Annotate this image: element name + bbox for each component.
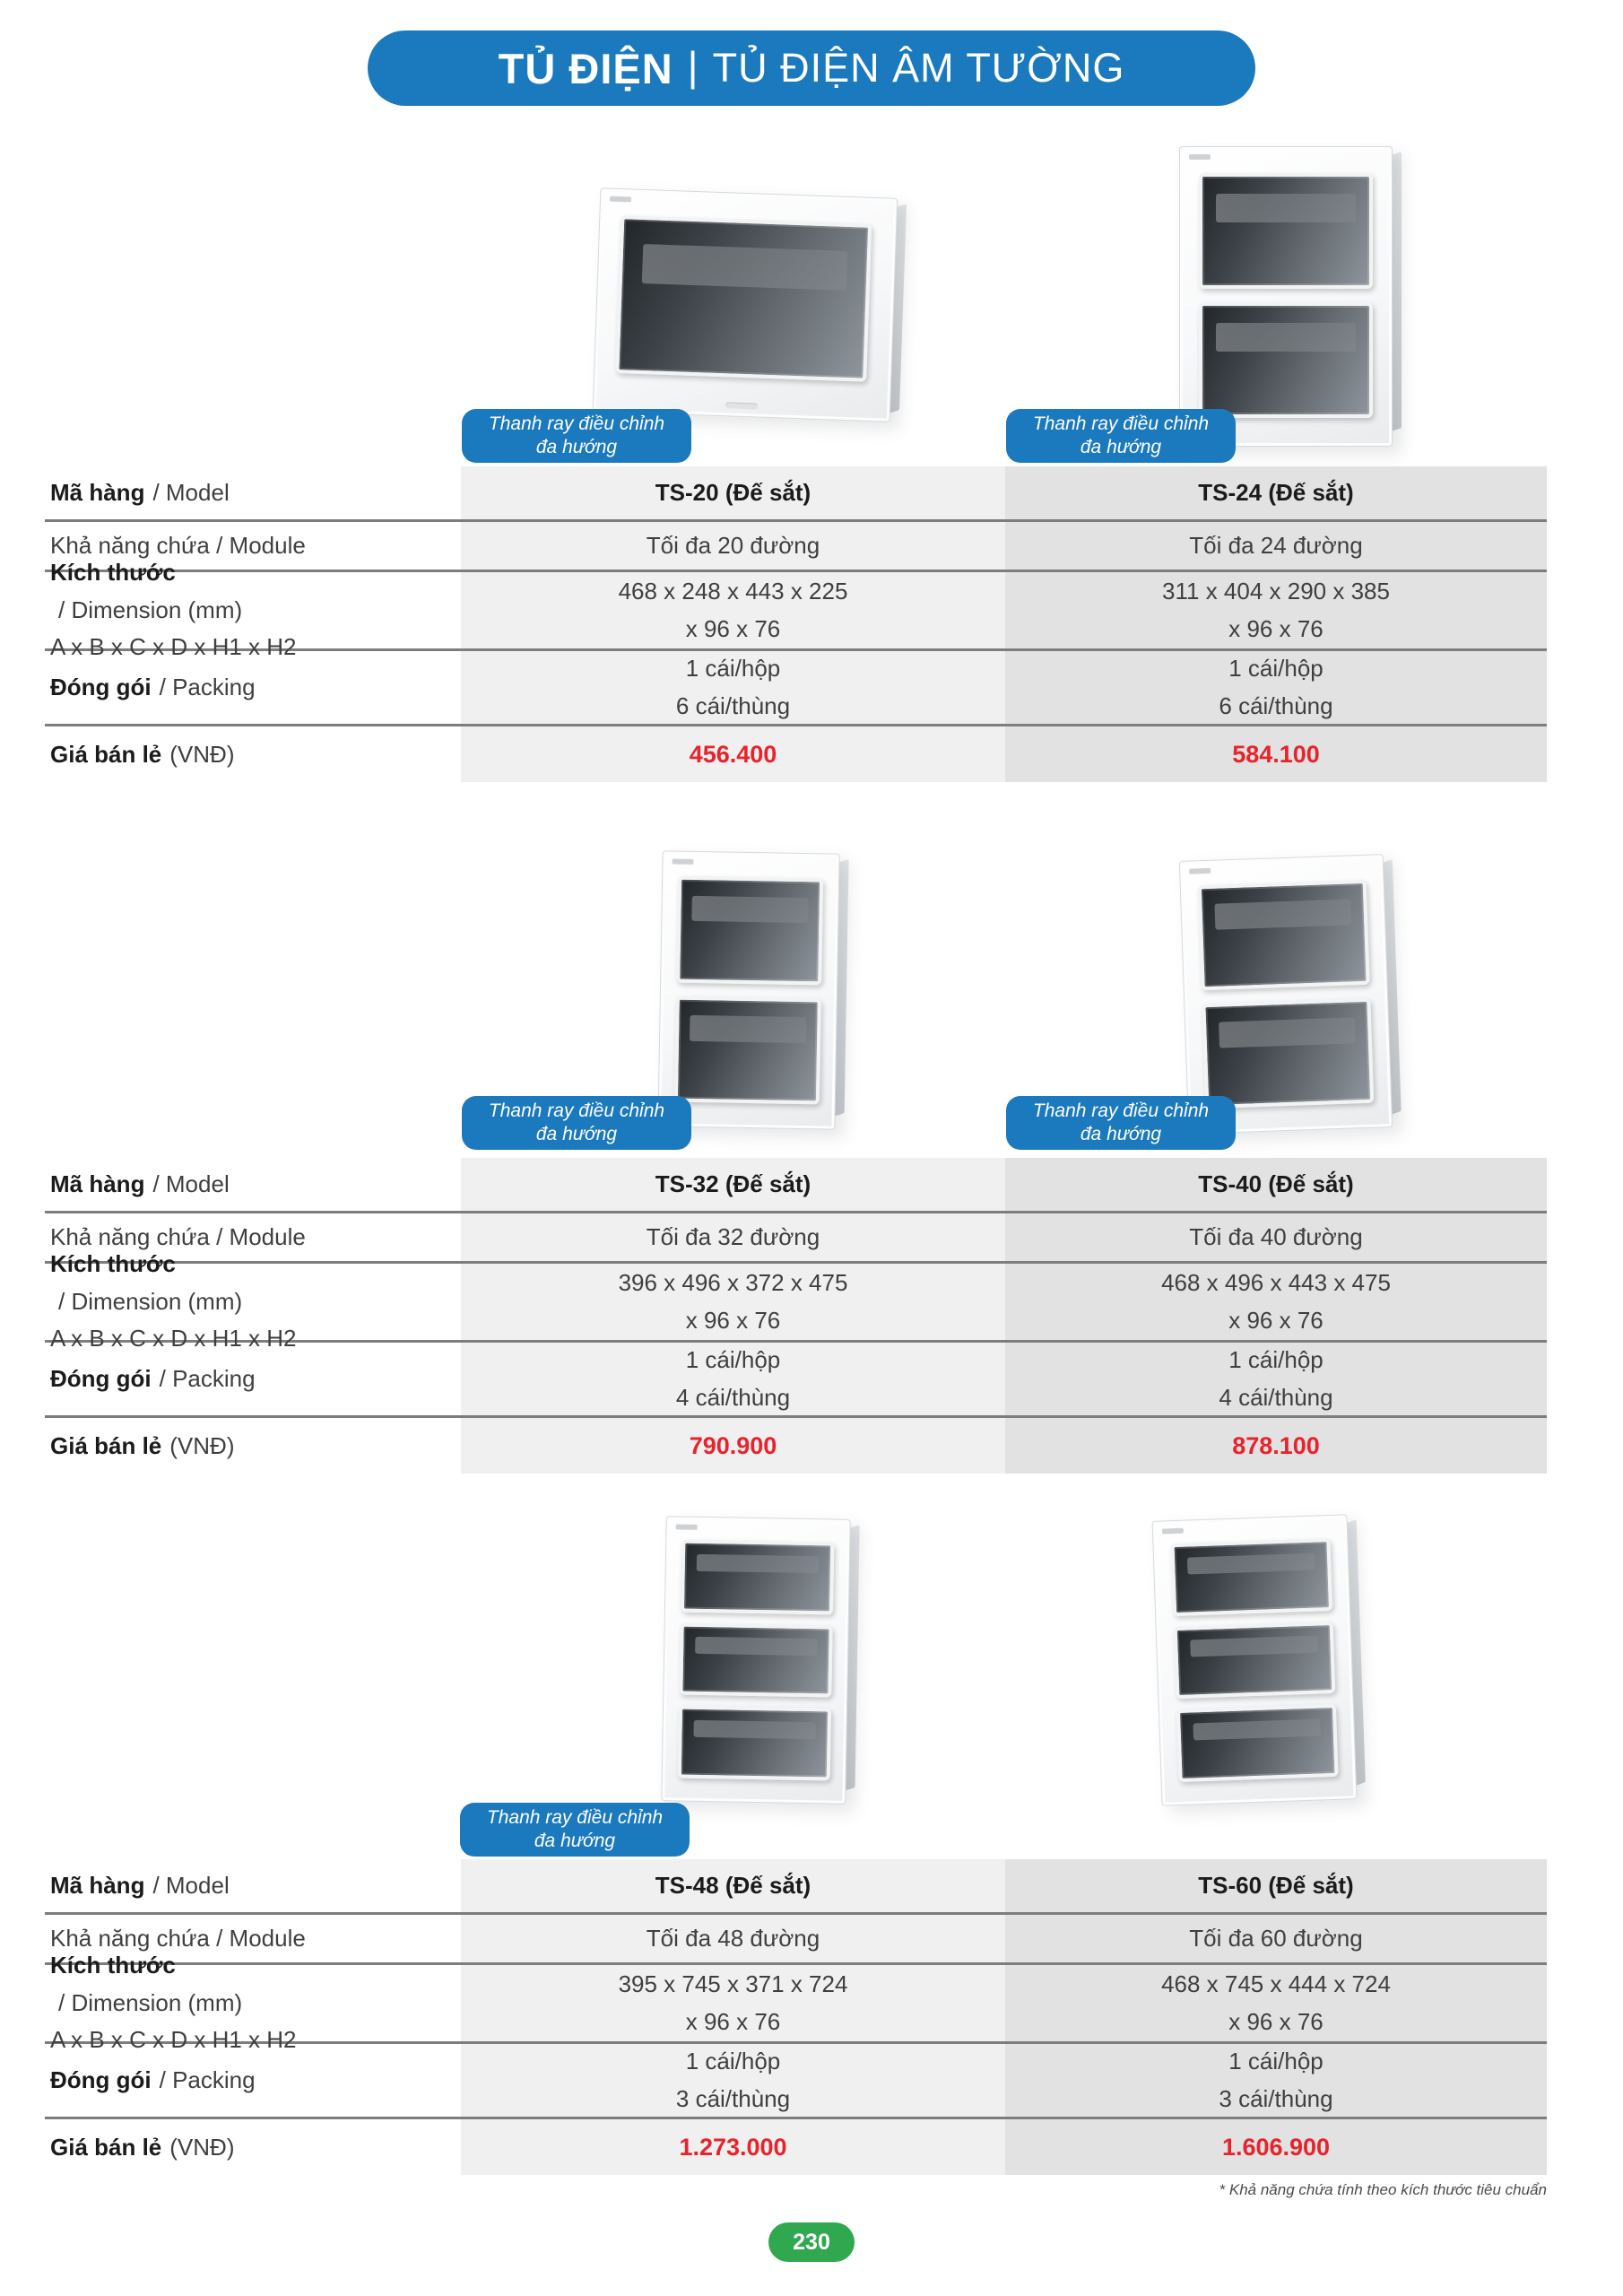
row-label-price bbox=[45, 1418, 461, 1474]
window-glare bbox=[1193, 1718, 1321, 1740]
row-label-dimension-vn: Kích thước bbox=[50, 1250, 176, 1278]
row-label-packing-vn: Đóng gói bbox=[50, 2066, 152, 2093]
dimension-value bbox=[1005, 572, 1547, 651]
packing-line2: 4 cái/thùng bbox=[1219, 1383, 1333, 1411]
row-label-price-vn: Giá bán lẻ bbox=[50, 2133, 162, 2161]
badge-text-line2: đa hướng bbox=[1080, 437, 1162, 458]
row-label-dimension-line1 bbox=[50, 1246, 297, 1320]
row-label-dimension-vn: Kích thước bbox=[50, 1952, 176, 1979]
row-label-dimension-line2: A x B x C x D x H1 x H2 bbox=[50, 1325, 297, 1352]
cabinet-window bbox=[681, 1540, 834, 1615]
packing-line2: 3 cái/thùng bbox=[1219, 2084, 1333, 2112]
row-label-packing bbox=[45, 651, 461, 726]
module-value: Tối đa 48 đường bbox=[461, 1915, 1005, 1965]
row-label-model-vn: Mã hàng bbox=[50, 479, 145, 506]
packing-line1: 1 cái/hộp bbox=[685, 654, 781, 682]
product-image-ts-40 bbox=[1179, 854, 1393, 1135]
row-label-model-en: / Model bbox=[152, 479, 230, 506]
brand-mark bbox=[1189, 868, 1211, 874]
row-label-price bbox=[45, 2119, 461, 2175]
window-glare bbox=[697, 1553, 819, 1572]
row-label-dimension bbox=[45, 1250, 461, 1352]
row-label-packing-en: / Packing bbox=[159, 2066, 256, 2093]
cabinet-window bbox=[1198, 880, 1370, 990]
module-value: Tối đa 24 đường bbox=[1005, 522, 1547, 572]
row-label-dimension-en: / Dimension (mm) bbox=[58, 1287, 243, 1315]
packing-value bbox=[1005, 1343, 1547, 1418]
brand-mark bbox=[672, 858, 693, 864]
packing-value bbox=[461, 651, 1005, 726]
brand-mark bbox=[676, 1524, 698, 1529]
badge-text-line1: Thanh ray điều chỉnh bbox=[486, 1807, 664, 1828]
row-label-dimension-line1 bbox=[50, 1947, 297, 2022]
cabinet-window bbox=[1174, 1622, 1336, 1700]
badge-text-line1: Thanh ray điều chỉnh bbox=[1032, 413, 1210, 434]
dimension-line2: x 96 x 76 bbox=[1228, 2007, 1324, 2035]
dimension-line1: 468 x 248 x 443 x 225 bbox=[618, 577, 848, 604]
module-value: Tối đa 40 đường bbox=[1005, 1213, 1547, 1264]
row-label-dimension-line2: A x B x C x D x H1 x H2 bbox=[50, 633, 297, 661]
page-number: 230 bbox=[793, 2229, 830, 2255]
cabinet-window bbox=[676, 876, 823, 985]
row-label-dimension-line1 bbox=[50, 554, 297, 629]
packing-line1: 1 cái/hộp bbox=[1228, 2047, 1324, 2074]
row-label-dimension-vn: Kích thước bbox=[50, 559, 176, 587]
window-glare bbox=[1190, 1636, 1318, 1657]
model-value: TS-24 (Đế sắt) bbox=[1005, 466, 1547, 522]
packing-line2: 6 cái/thùng bbox=[1219, 691, 1333, 719]
dimension-line2: x 96 x 76 bbox=[685, 614, 781, 642]
row-label-packing-en: / Packing bbox=[159, 674, 256, 700]
dimension-line1: 396 x 496 x 372 x 475 bbox=[618, 1268, 848, 1296]
window-glare bbox=[642, 244, 848, 291]
dimension-value bbox=[461, 572, 1005, 651]
brand-mark bbox=[1189, 154, 1211, 160]
packing-line1: 1 cái/hộp bbox=[1228, 1345, 1324, 1373]
badge-text-line1: Thanh ray điều chỉnh bbox=[488, 413, 665, 434]
model-value: TS-60 (Đế sắt) bbox=[1005, 1859, 1547, 1915]
model-value: TS-20 (Đế sắt) bbox=[461, 466, 1005, 522]
window-glare bbox=[1216, 194, 1356, 222]
row-label-dimension bbox=[45, 1952, 461, 2054]
badge-text-line2: đa hướng bbox=[535, 1124, 618, 1145]
row-label-module-text: Khả năng chứa / Module bbox=[50, 1223, 306, 1250]
cabinet-window bbox=[1199, 173, 1373, 289]
row-label-model-en: / Model bbox=[152, 1872, 230, 1899]
row-label-model-en: / Model bbox=[152, 1170, 230, 1197]
packing-line1: 1 cái/hộp bbox=[685, 1345, 781, 1373]
model-value: TS-32 (Đế sắt) bbox=[461, 1158, 1005, 1213]
window-glare bbox=[1187, 1552, 1315, 1574]
window-glare bbox=[692, 896, 809, 924]
row-label-packing-en: / Packing bbox=[159, 1365, 256, 1392]
cabinet-window bbox=[1199, 302, 1373, 418]
spec-table-1 bbox=[45, 466, 1547, 782]
badge-text-line2: đa hướng bbox=[534, 1831, 616, 1852]
footnote: * Khả năng chứa tính theo kích thước tiêu chuẩn bbox=[1219, 2181, 1547, 2198]
cabinet-window bbox=[1170, 1538, 1332, 1616]
badge-text-line1: Thanh ray điều chỉnh bbox=[488, 1100, 665, 1121]
window-glare bbox=[690, 1015, 806, 1043]
dimension-line1: 395 x 745 x 371 x 724 bbox=[618, 1970, 848, 1997]
product-image-ts-60 bbox=[1152, 1514, 1358, 1805]
dimension-line2: x 96 x 76 bbox=[1228, 614, 1324, 642]
row-label-dimension-en: / Dimension (mm) bbox=[58, 1988, 243, 2016]
rail-feature-badge-ts-24 bbox=[1006, 409, 1236, 463]
price-value: 878.100 bbox=[1005, 1418, 1547, 1474]
packing-line2: 6 cái/thùng bbox=[675, 691, 791, 719]
dimension-value bbox=[461, 1965, 1005, 2044]
rail-feature-badge-ts-48 bbox=[460, 1803, 690, 1857]
dimension-value bbox=[461, 1264, 1005, 1343]
rail-feature-badge-ts-20 bbox=[462, 409, 691, 463]
packing-line2: 4 cái/thùng bbox=[675, 1383, 791, 1411]
cabinet-window bbox=[674, 996, 821, 1104]
dimension-value bbox=[1005, 1264, 1547, 1343]
row-label-price-vn: Giá bán lẻ bbox=[50, 740, 162, 768]
row-label-module-text: Khả năng chứa / Module bbox=[50, 532, 306, 559]
row-label-price-unit: (VNĐ) bbox=[169, 740, 235, 768]
window-glare bbox=[695, 1637, 817, 1656]
row-label-model bbox=[45, 1859, 461, 1915]
cabinet-latch bbox=[725, 402, 758, 409]
cabinet-window bbox=[679, 1622, 832, 1698]
row-label-packing bbox=[45, 1343, 461, 1418]
packing-line1: 1 cái/hộp bbox=[685, 2047, 781, 2074]
packing-line2: 3 cái/thùng bbox=[675, 2084, 791, 2112]
module-value: Tối đa 20 đường bbox=[461, 522, 1005, 572]
dimension-line1: 468 x 496 x 443 x 475 bbox=[1161, 1268, 1391, 1296]
cabinet-window bbox=[1202, 998, 1374, 1109]
dimension-line2: x 96 x 76 bbox=[685, 1306, 781, 1334]
row-label-dimension bbox=[45, 559, 461, 661]
packing-value bbox=[1005, 651, 1547, 726]
rail-feature-badge-ts-32 bbox=[462, 1096, 691, 1150]
packing-value bbox=[1005, 2044, 1547, 2119]
spec-table-3 bbox=[45, 1859, 1547, 2175]
cabinet-window bbox=[1176, 1704, 1339, 1782]
price-value: 790.900 bbox=[461, 1418, 1005, 1474]
window-glare bbox=[1219, 1018, 1355, 1048]
dimension-line1: 468 x 745 x 444 x 724 bbox=[1161, 1970, 1391, 1997]
row-label-price-vn: Giá bán lẻ bbox=[50, 1431, 162, 1459]
model-value: TS-48 (Đế sắt) bbox=[461, 1859, 1005, 1915]
row-label-price-unit: (VNĐ) bbox=[169, 2133, 235, 2161]
badge-text-line1: Thanh ray điều chỉnh bbox=[1032, 1100, 1210, 1121]
row-label-model-vn: Mã hàng bbox=[50, 1872, 145, 1899]
product-image-ts-24 bbox=[1179, 146, 1393, 447]
packing-line1: 1 cái/hộp bbox=[1228, 654, 1324, 682]
model-value: TS-40 (Đế sắt) bbox=[1005, 1158, 1547, 1213]
packing-value bbox=[461, 1343, 1005, 1418]
product-image-ts-48 bbox=[661, 1516, 851, 1805]
row-label-packing-vn: Đóng gói bbox=[50, 674, 152, 700]
product-image-ts-32 bbox=[657, 850, 839, 1129]
row-label-model bbox=[45, 1158, 461, 1213]
cabinet-side-panel bbox=[1392, 152, 1402, 431]
window-glare bbox=[1216, 323, 1356, 351]
subcategory-title: TỦ ĐIỆN ÂM TƯỜNG bbox=[712, 45, 1125, 91]
row-label-dimension-en: / Dimension (mm) bbox=[58, 596, 243, 623]
brand-mark bbox=[1162, 1528, 1184, 1535]
price-value: 584.100 bbox=[1005, 726, 1547, 782]
cabinet-window bbox=[678, 1706, 831, 1781]
dimension-line2: x 96 x 76 bbox=[685, 2007, 781, 2035]
product-image-ts-20 bbox=[593, 187, 898, 422]
dimension-line1: 311 x 404 x 290 x 385 bbox=[1162, 577, 1390, 604]
row-label-model-vn: Mã hàng bbox=[50, 1170, 145, 1197]
category-title: TỦ ĐIỆN bbox=[498, 44, 673, 92]
module-value: Tối đa 32 đường bbox=[461, 1213, 1005, 1264]
window-glare bbox=[693, 1720, 815, 1739]
packing-value bbox=[461, 2044, 1005, 2119]
brand-mark bbox=[610, 196, 631, 203]
row-label-module-text: Khả năng chứa / Module bbox=[50, 1925, 306, 1952]
badge-text-line2: đa hướng bbox=[1080, 1124, 1162, 1145]
price-value: 1.606.900 bbox=[1005, 2119, 1547, 2175]
row-label-model bbox=[45, 466, 461, 522]
row-label-packing-vn: Đóng gói bbox=[50, 1365, 152, 1392]
category-banner bbox=[368, 30, 1255, 106]
rail-feature-badge-ts-40 bbox=[1006, 1096, 1236, 1150]
window-glare bbox=[1215, 900, 1351, 930]
row-label-packing bbox=[45, 2044, 461, 2119]
price-value: 1.273.000 bbox=[461, 2119, 1005, 2175]
row-label-price-unit: (VNĐ) bbox=[169, 1431, 235, 1459]
cabinet-window bbox=[615, 215, 872, 382]
spec-table-2 bbox=[45, 1158, 1547, 1474]
row-label-price bbox=[45, 726, 461, 782]
page-number-badge bbox=[768, 2222, 855, 2262]
banner-divider: | bbox=[687, 43, 699, 90]
row-label-dimension-line2: A x B x C x D x H1 x H2 bbox=[50, 2026, 297, 2054]
dimension-value bbox=[1005, 1965, 1547, 2044]
badge-text-line2: đa hướng bbox=[535, 437, 618, 458]
module-value: Tối đa 60 đường bbox=[1005, 1915, 1547, 1965]
dimension-line2: x 96 x 76 bbox=[1228, 1306, 1324, 1334]
price-value: 456.400 bbox=[461, 726, 1005, 782]
